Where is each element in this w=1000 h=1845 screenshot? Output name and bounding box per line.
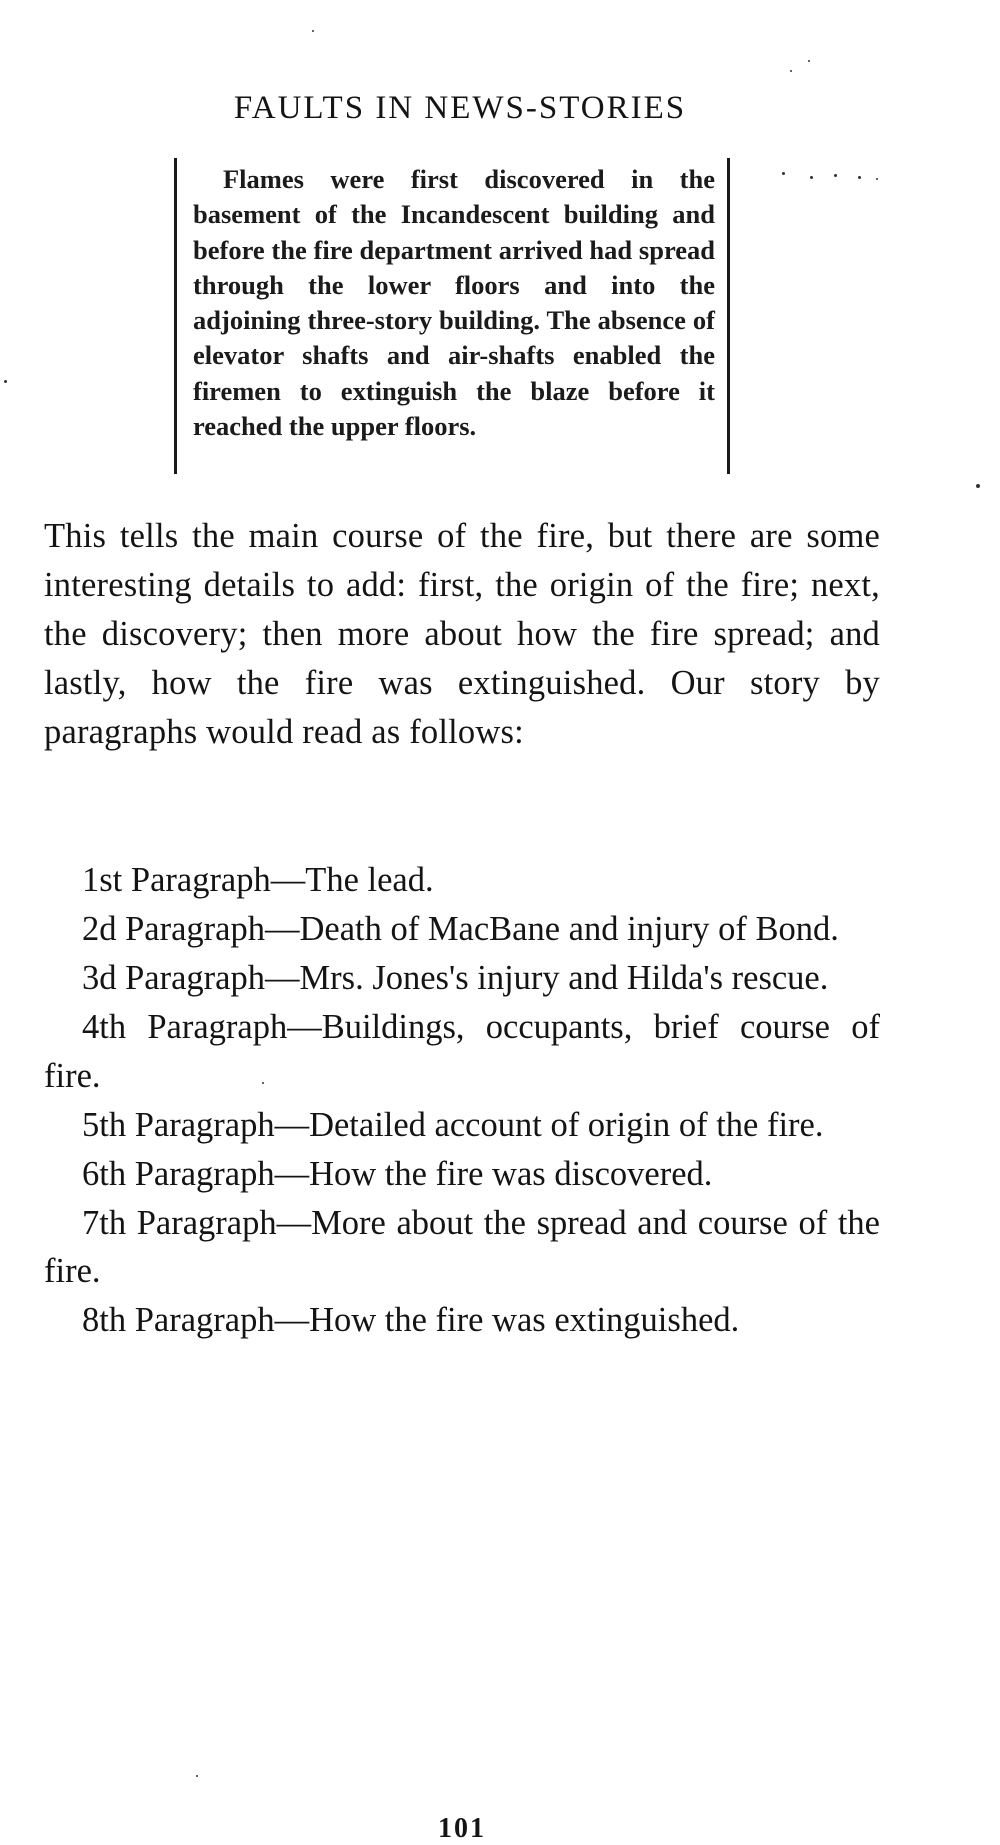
paragraph-plan-item-8: 8th Paragraph—How the fire was extinguished.	[82, 1301, 740, 1339]
running-head-title: FAULTS IN NEWS-STORIES	[233, 90, 687, 126]
paragraph-plan-item-1: 1st Paragraph—The lead.	[82, 861, 434, 899]
scan-speck	[976, 484, 980, 488]
scan-speck	[858, 176, 861, 179]
scan-speck	[4, 380, 7, 383]
scan-speck	[808, 60, 810, 62]
paragraph-plan-item-2: 2d Paragraph—Death of MacBane and injury of Bond.	[82, 910, 839, 948]
quoted-excerpt-box	[174, 158, 730, 474]
scan-speck	[834, 174, 837, 177]
body-paragraph: This tells the main course of the fire, but there are some interesting details to add: first, the origin of the fire; next, the discovery; then more about how the fire spread; and lastly, how the fire was extinguished. Our story by paragraphs would read as follows:	[44, 517, 880, 751]
scan-speck	[782, 172, 785, 175]
paragraph-plan-list	[44, 856, 880, 1345]
scan-speck	[262, 1082, 264, 1084]
page-number: 101	[438, 1813, 486, 1844]
scan-speck	[810, 176, 813, 179]
scan-speck	[876, 178, 878, 180]
body-text	[44, 512, 880, 757]
paragraph-plan-item-7: 7th Paragraph—More about the spread and course of the fire.	[44, 1203, 880, 1290]
scan-speck	[196, 1775, 198, 1777]
quoted-excerpt-text: Flames were first discovered in the basement of the Incandescent building and before the fire department arrived had spread through the lower floors and into the adjoining three-story building. The absence of elevator shafts and air-shafts enabled the firemen to extinguish the blaze before it reached the upper floors.	[193, 164, 715, 442]
paragraph-plan-item-4: 4th Paragraph—Buildings, occupants, brief course of fire.	[44, 1008, 880, 1095]
paragraph-plan-item-6: 6th Paragraph—How the fire was discovered.	[82, 1154, 713, 1193]
scan-speck	[790, 70, 792, 72]
paragraph-plan-item-3: 3d Paragraph—Mrs. Jones's injury and Hilda's rescue.	[82, 959, 829, 997]
paragraph-plan-item-5: 5th Paragraph—Detailed account of origin of the fire.	[82, 1105, 824, 1144]
scan-speck	[312, 30, 314, 32]
